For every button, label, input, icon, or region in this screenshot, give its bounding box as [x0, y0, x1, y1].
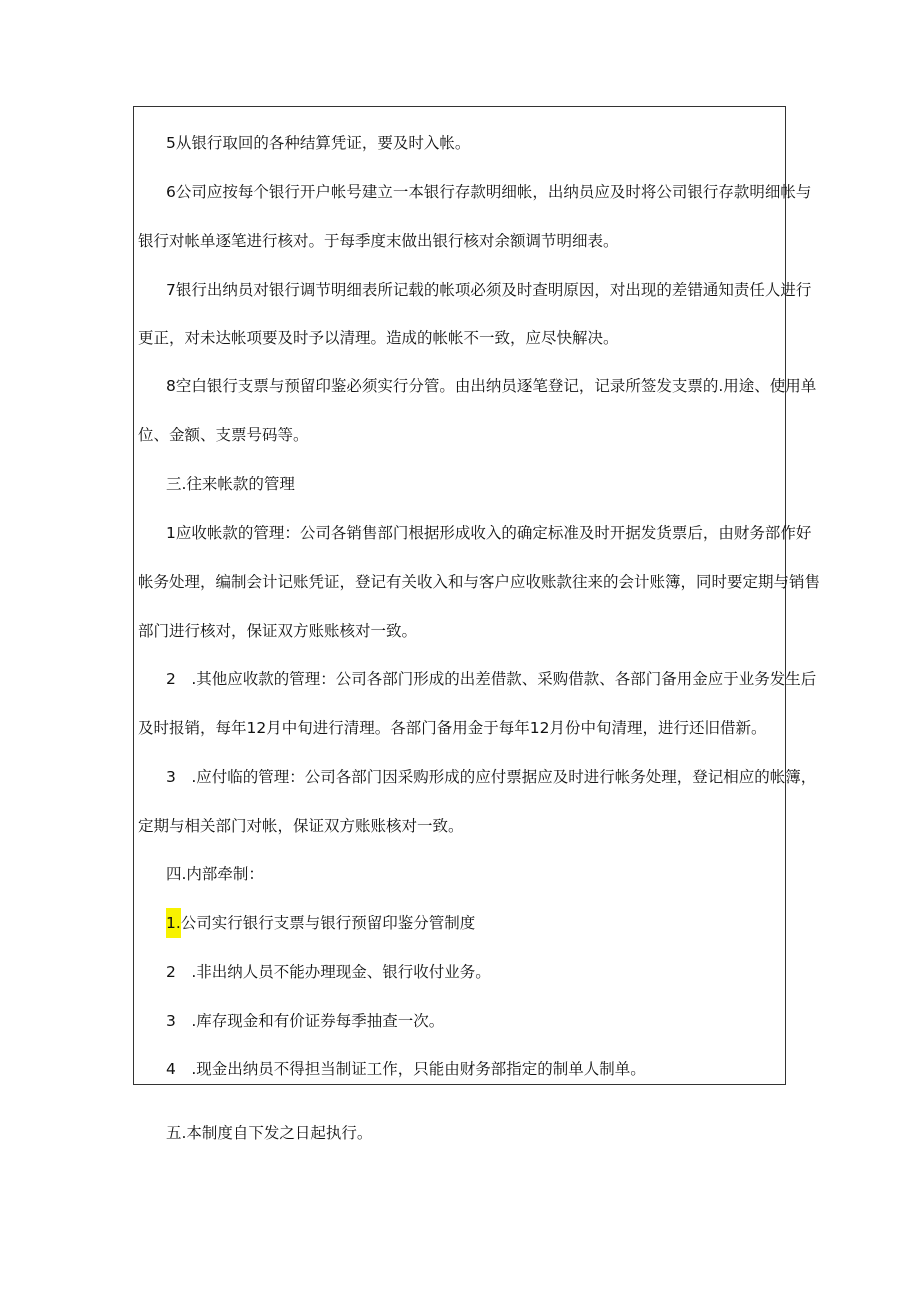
paragraph-line: 7银行出纳员对银行调节明细表所记载的帐项必须及时查明原因，对出现的差错通知责任人进行: [166, 281, 812, 299]
section-heading: 三.往来帐款的管理: [166, 475, 295, 493]
paragraph-line: 3 .库存现金和有价证券每季抽查一次。: [166, 1012, 445, 1030]
paragraph-line: 2 .其他应收款的管理：公司各部门形成的出差借款、采购借款、各部门备用金应于业务发生后: [166, 670, 817, 688]
paragraph-line: 帐务处理，编制会计记账凭证，登记有关收入和与客户应收账款往来的会计账簿，同时要定期与销售: [138, 573, 821, 591]
paragraph-line: [166, 913, 475, 933]
paragraph-line: 位、金额、支票号码等。: [138, 426, 309, 444]
paragraph-line: 5从银行取回的各种结算凭证，要及时入帐。: [166, 134, 471, 152]
paragraph-line: 及时报销，每年12月中旬进行清理。各部门备用金于每年12月份中旬清理，进行还旧借新。: [138, 719, 767, 737]
paragraph-line: 更正，对未达帐项要及时予以清理。造成的帐帐不一致，应尽快解决。: [138, 329, 619, 347]
paragraph-line: 8空白银行支票与预留印鉴必须实行分管。由出纳员逐笔登记，记录所签发支票的.用途、使用单: [166, 377, 817, 395]
highlighted-number: 1.: [166, 908, 181, 938]
paragraph-line: 2 .非出纳人员不能办理现金、银行收付业务。: [166, 963, 491, 981]
paragraph-text: 公司实行银行支票与银行预留印鉴分管制度: [180, 914, 476, 932]
content-frame: [133, 106, 786, 1085]
paragraph-line: 银行对帐单逐笔进行核对。于每季度末做出银行核对余额调节明细表。: [138, 232, 619, 250]
paragraph-line: 3 .应付临的管理：公司各部门因采购形成的应付票据应及时进行帐务处理，登记相应的帐簿，: [166, 768, 817, 786]
section-heading: 四.内部牵制：: [166, 865, 264, 883]
footer-line: 五.本制度自下发之日起执行。: [166, 1124, 373, 1142]
paragraph-line: 1应收帐款的管理：公司各销售部门根据形成收入的确定标准及时开据发货票后，由财务部作好: [166, 524, 812, 542]
paragraph-line: 部门进行核对，保证双方账账核对一致。: [138, 622, 418, 640]
paragraph-line: 定期与相关部门对帐，保证双方账账核对一致。: [138, 817, 464, 835]
paragraph-line: 6公司应按每个银行开户帐号建立一本银行存款明细帐，出纳员应及时将公司银行存款明细帐与: [166, 183, 812, 201]
paragraph-line: 4 .现金出纳员不得担当制证工作，只能由财务部指定的制单人制单。: [166, 1060, 646, 1078]
